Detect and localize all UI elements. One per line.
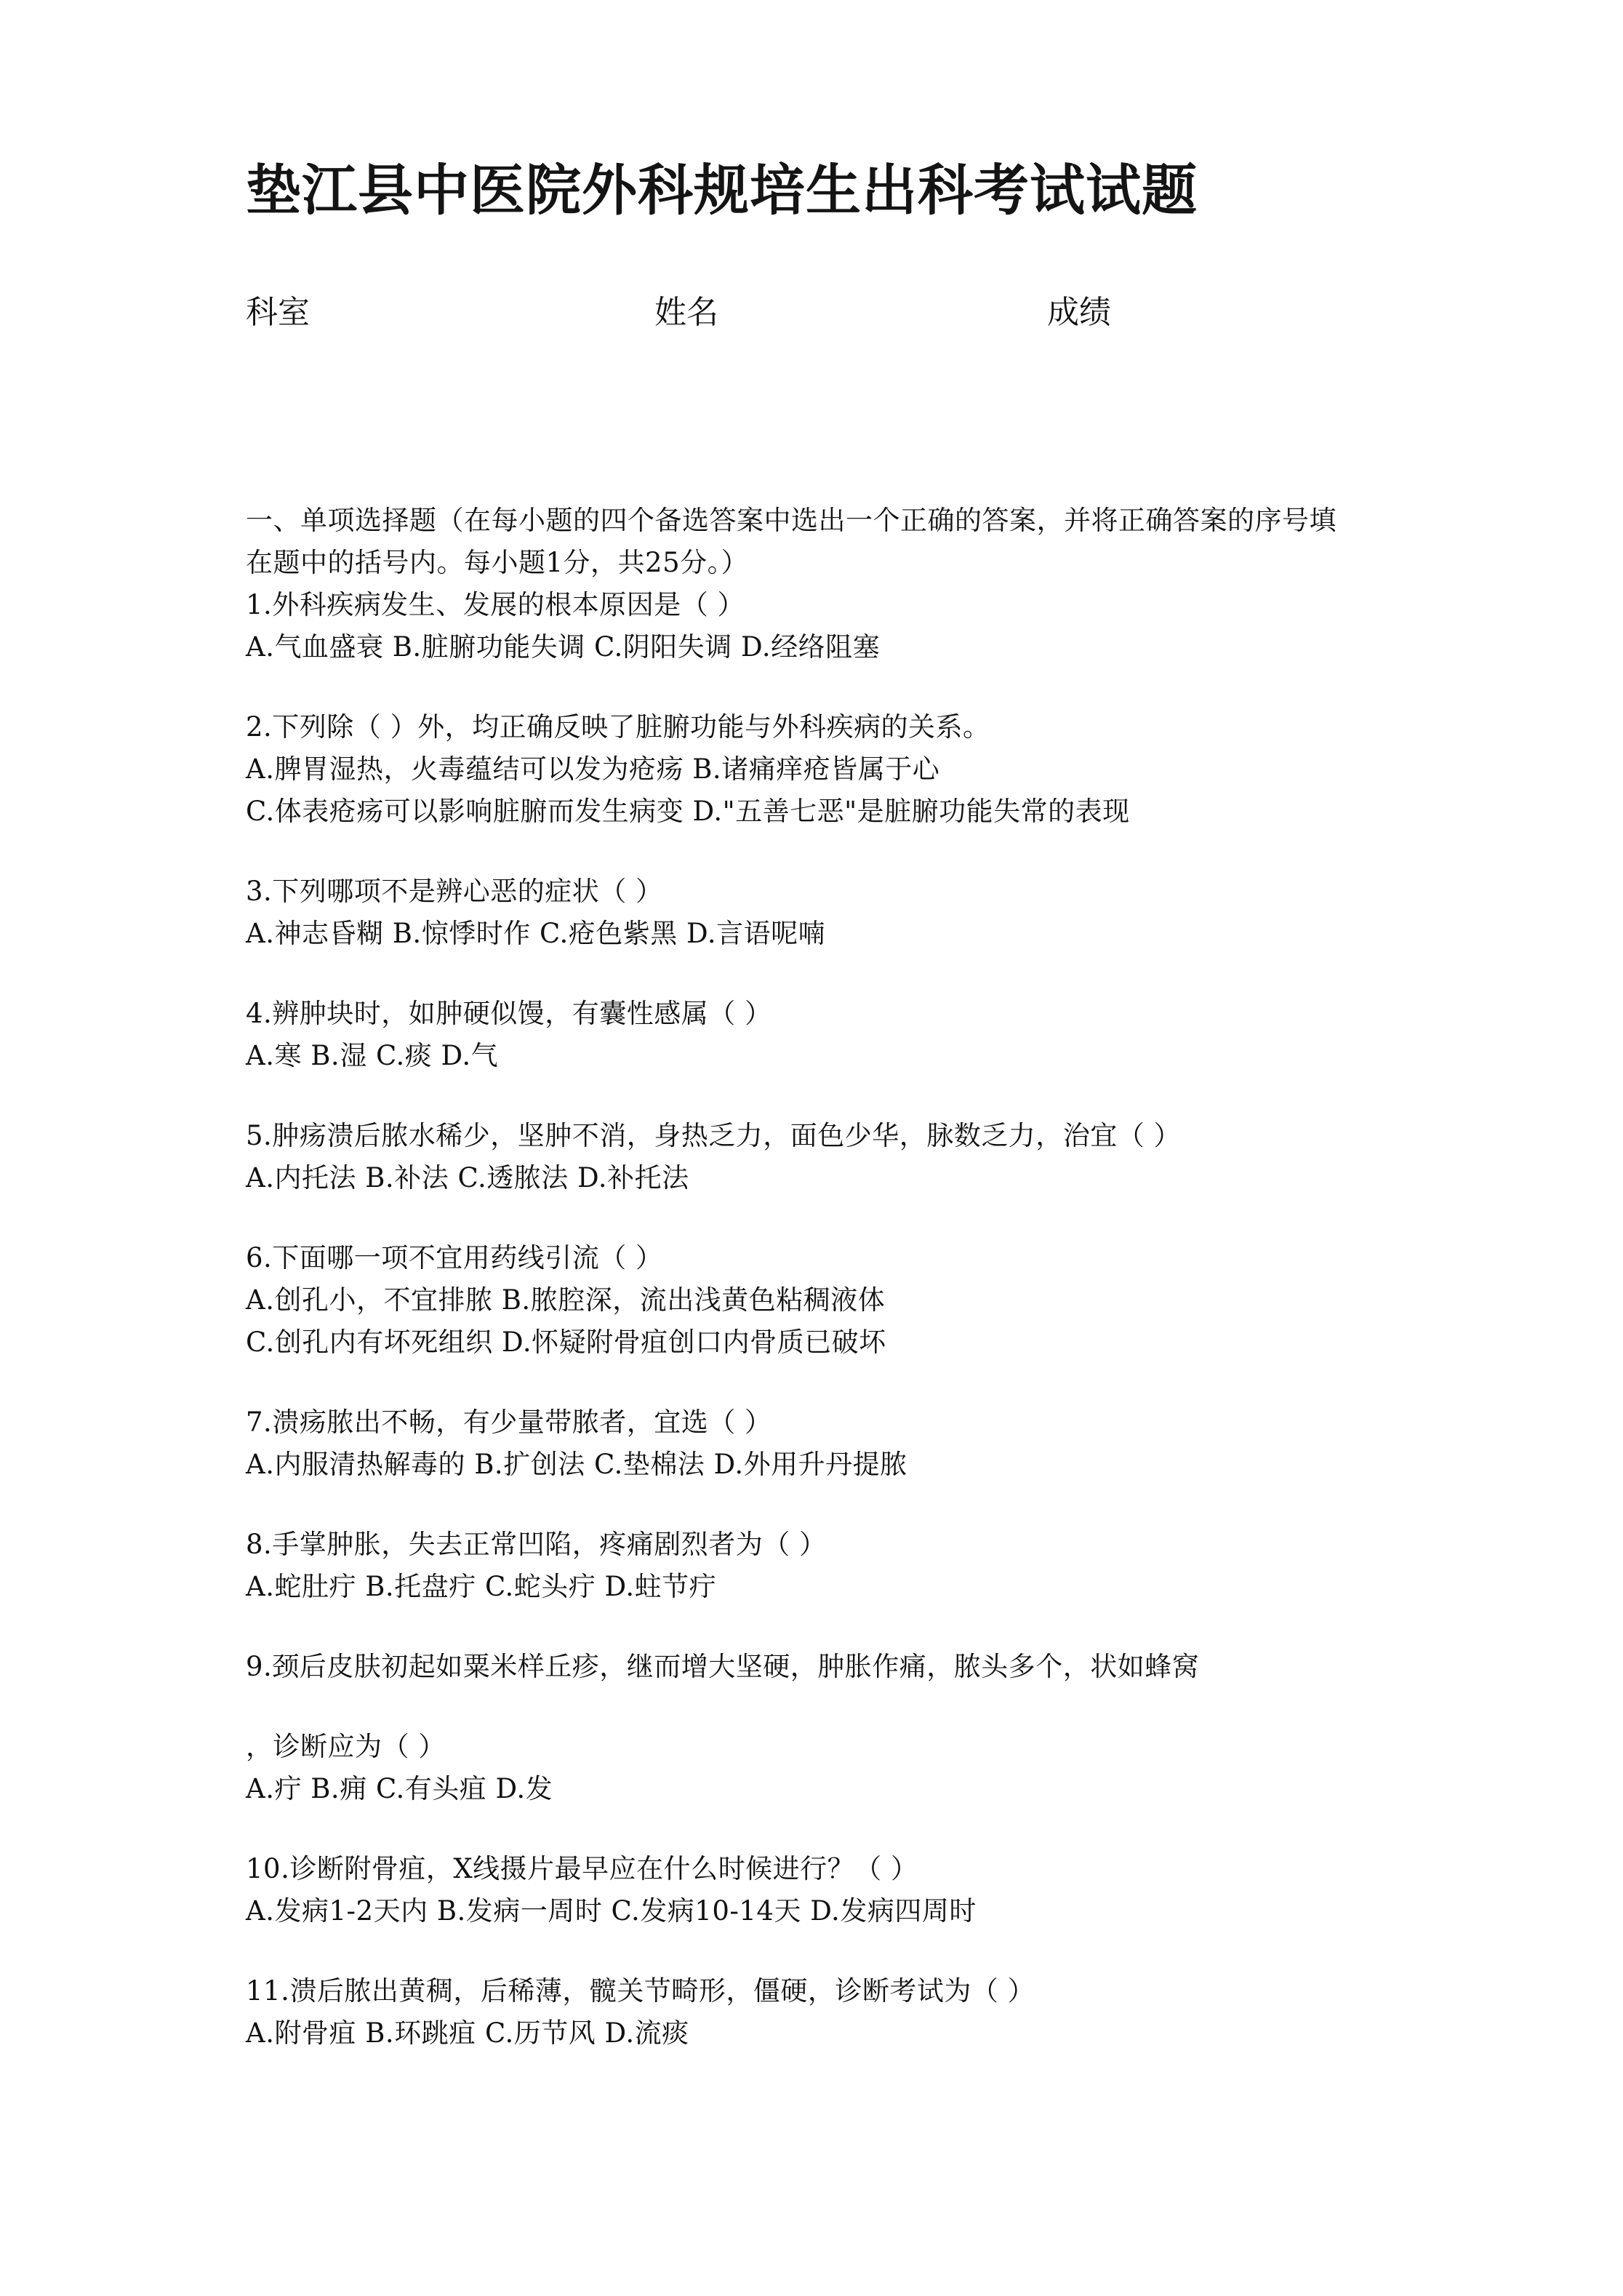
section-heading-line1: 一、单项选择题（在每小题的四个备选答案中选出一个正确的答案，并将正确答案的序号填	[246, 505, 1337, 536]
question-8-options: A.蛇肚疔 B.托盘疔 C.蛇头疔 D.蛀节疔	[246, 1571, 717, 1602]
question-2-options-line1: A.脾胃湿热，火毒蕴结可以发为疮疡 B.诸痛痒疮皆属于心	[246, 753, 940, 785]
question-3-stem: 3.下列哪项不是辨心恶的症状（ ）	[246, 876, 663, 907]
name-label: 姓名	[654, 294, 718, 331]
question-1-options: A.气血盛衰 B.脏腑功能失调 C.阴阳失调 D.经络阻塞	[246, 631, 881, 663]
score-label: 成绩	[1047, 294, 1111, 331]
question-2-stem: 2.下列除（ ）外，均正确反映了脏腑功能与外科疾病的关系。	[246, 711, 990, 743]
department-label: 科室	[246, 294, 310, 331]
question-1-stem: 1.外科疾病发生、发展的根本原因是（ ）	[246, 589, 745, 620]
section-heading-line2: 在题中的括号内。每小题1分，共25分。）	[246, 547, 749, 578]
question-6-options-line2: C.创孔内有坏死组织 D.怀疑附骨疽创口内骨质已破坏	[246, 1327, 886, 1358]
question-4-options: A.寒 B.湿 C.痰 D.气	[246, 1040, 499, 1071]
question-2-options-line2: C.体表疮疡可以影响脏腑而发生病变 D."五善七恶"是脏腑功能失常的表现	[246, 796, 1130, 827]
question-4-stem: 4.辨肿块时，如肿硬似馒，有囊性感属（ ）	[246, 998, 772, 1029]
question-9-options: A.疔 B.痈 C.有头疽 D.发	[246, 1773, 553, 1804]
question-3-options: A.神志昏糊 B.惊悸时作 C.疮色紫黑 D.言语呢喃	[246, 918, 826, 949]
question-7-options: A.内服清热解毒的 B.扩创法 C.垫棉法 D.外用升丹提脓	[246, 1449, 907, 1480]
page-title: 垫江县中医院外科规培生出科考试试题	[246, 158, 1198, 223]
question-9-stem-continued: ，诊断应为（ ）	[246, 1731, 446, 1762]
question-9-stem: 9.颈后皮肤初起如粟米样丘疹，继而增大坚硬，肿胀作痛，脓头多个，状如蜂窝	[246, 1651, 1200, 1682]
question-8-stem: 8.手掌肿胀，失去正常凹陷，疼痛剧烈者为（ ）	[246, 1529, 827, 1560]
question-10-stem: 10.诊断附骨疽，X线摄片最早应在什么时候进行？（ ）	[246, 1853, 918, 1884]
question-6-stem: 6.下面哪一项不宜用药线引流（ ）	[246, 1242, 663, 1273]
question-11-stem: 11.溃后脓出黄稠，后稀薄，髋关节畸形，僵硬，诊断考试为（ ）	[246, 1975, 1035, 2007]
question-7-stem: 7.溃疡脓出不畅，有少量带脓者，宜选（ ）	[246, 1407, 772, 1438]
question-6-options-line1: A.创孔小，不宜排脓 B.脓腔深，流出浅黄色粘稠液体	[246, 1284, 886, 1316]
question-11-options: A.附骨疽 B.环跳疽 C.历节风 D.流痰	[246, 2017, 689, 2049]
question-10-options: A.发病1-2天内 B.发病一周时 C.发病10-14天 D.发病四周时	[246, 1895, 977, 1927]
question-5-options: A.内托法 B.补法 C.透脓法 D.补托法	[246, 1162, 689, 1193]
question-5-stem: 5.肿疡溃后脓水稀少，坚肿不消，身热乏力，面色少华，脉数乏力，治宜（ ）	[246, 1120, 1182, 1151]
